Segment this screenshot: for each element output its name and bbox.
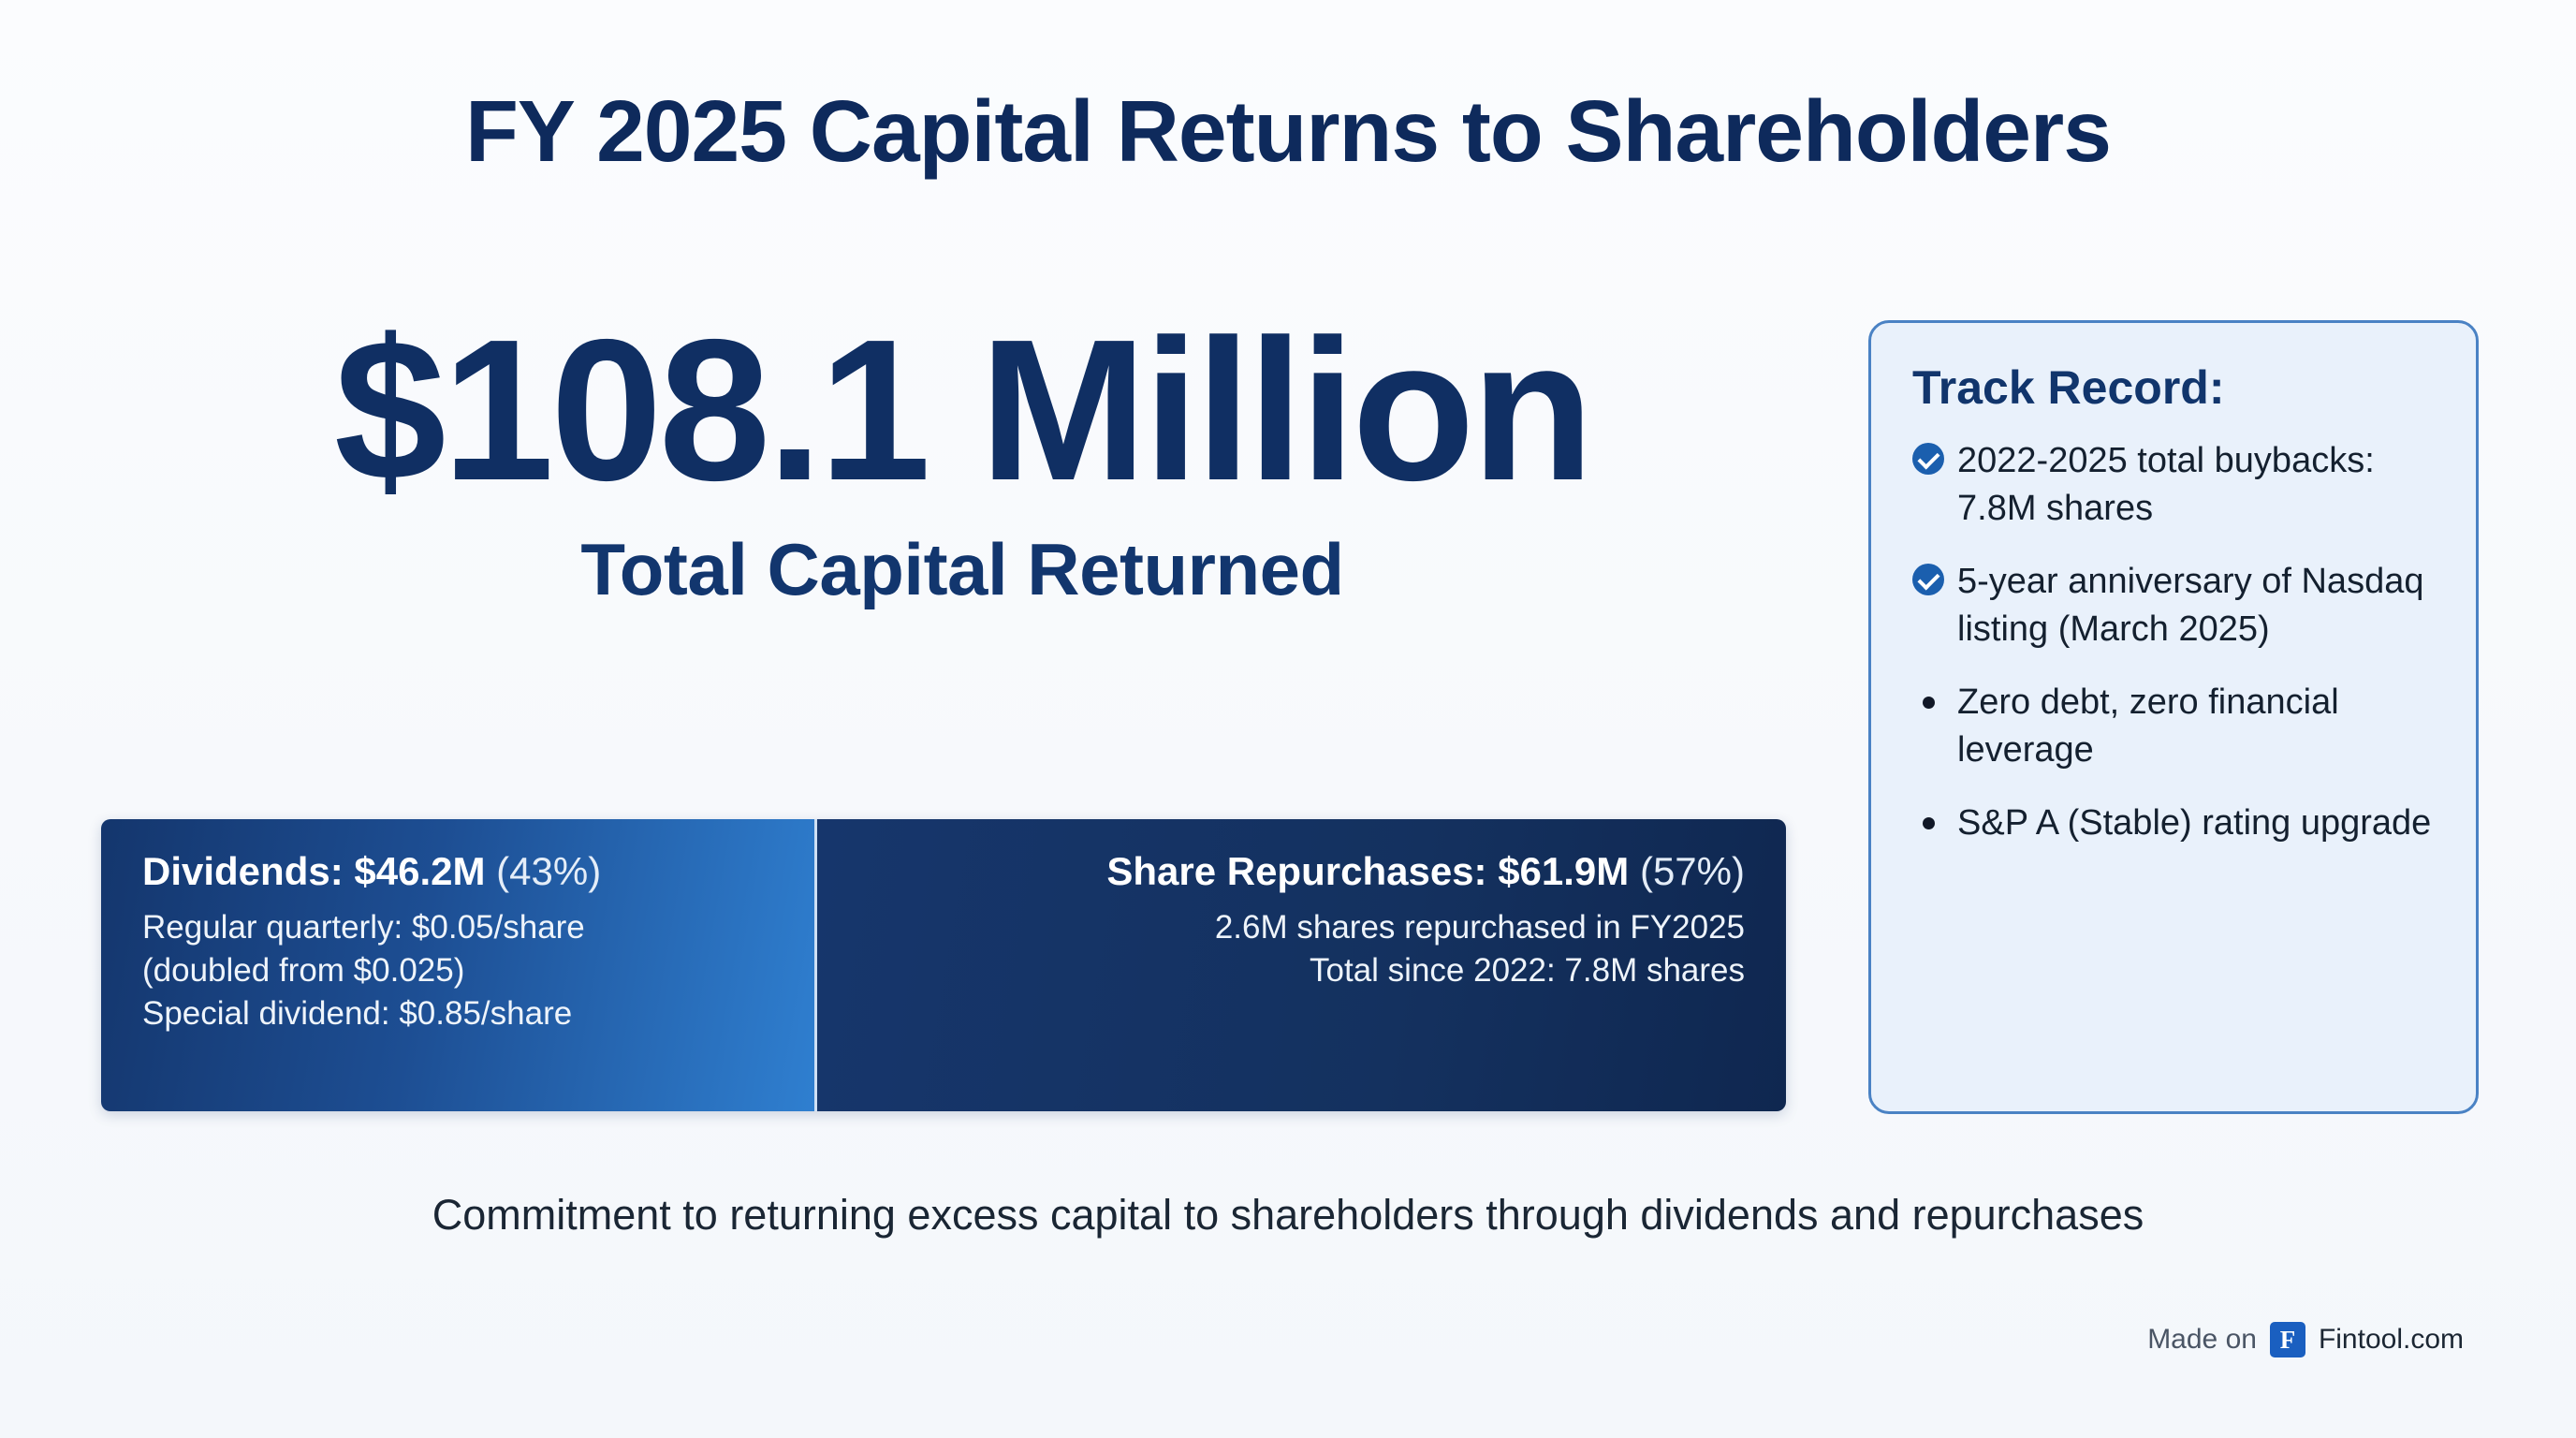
dividends-detail-1: Regular quarterly: $0.05/share [142,908,585,946]
list-item-label: Zero debt, zero financial leverage [1957,682,2339,770]
list-item [1912,679,2438,773]
list-item-label: 2022-2025 total buybacks: 7.8M shares [1957,441,2375,528]
fintool-logo-icon: F [2270,1322,2305,1357]
repurchases-detail-2: Total since 2022: 7.8M shares [1310,951,1745,989]
hero-amount: $108.1 Million [333,297,1591,522]
list-item-label: 5-year anniversary of Nasdaq listing (March 2025) [1957,562,2424,649]
check-circle-icon [1912,437,1957,479]
repurchases-heading-percent: (57%) [1639,849,1745,893]
repurchases-heading [849,847,1745,897]
list-item [1912,437,2438,532]
repurchases-detail-1: 2.6M shares repurchased in FY2025 [1214,908,1745,946]
made-on-attribution [2147,1322,2464,1357]
track-record-title: Track Record: [1912,361,2225,414]
bullet-dot-icon [1912,679,1957,713]
list-item [1912,800,2438,847]
hero-caption: Total Capital Returned [580,528,1344,610]
dividends-heading-percent: (43%) [496,849,602,893]
repurchases-segment [817,819,1786,1111]
repurchases-heading-label: Share Repurchases: $61.9M [1106,849,1630,893]
hero-metric-block [101,297,1823,612]
made-on-label: Made on [2147,1324,2257,1355]
track-record-card [1868,320,2479,1114]
capital-split-bar [101,819,1786,1111]
track-record-list [1912,437,2438,847]
dividends-segment [101,819,817,1111]
check-circle-icon [1912,558,1957,600]
footer-note: Commitment to returning excess capital to shareholders through dividends and repurchases [432,1191,2144,1239]
list-item [1912,558,2438,653]
dividends-detail-2: (doubled from $0.025) [142,951,465,989]
list-item-label: S&P A (Stable) rating upgrade [1957,803,2432,844]
dividends-detail-3: Special dividend: $0.85/share [142,994,573,1032]
dividends-heading-label: Dividends: $46.2M [142,849,486,893]
dividends-heading [142,847,783,897]
brand-name-label: Fintool.com [2318,1324,2464,1355]
bullet-dot-icon [1912,800,1957,834]
page-title: FY 2025 Capital Returns to Shareholders [465,82,2111,180]
